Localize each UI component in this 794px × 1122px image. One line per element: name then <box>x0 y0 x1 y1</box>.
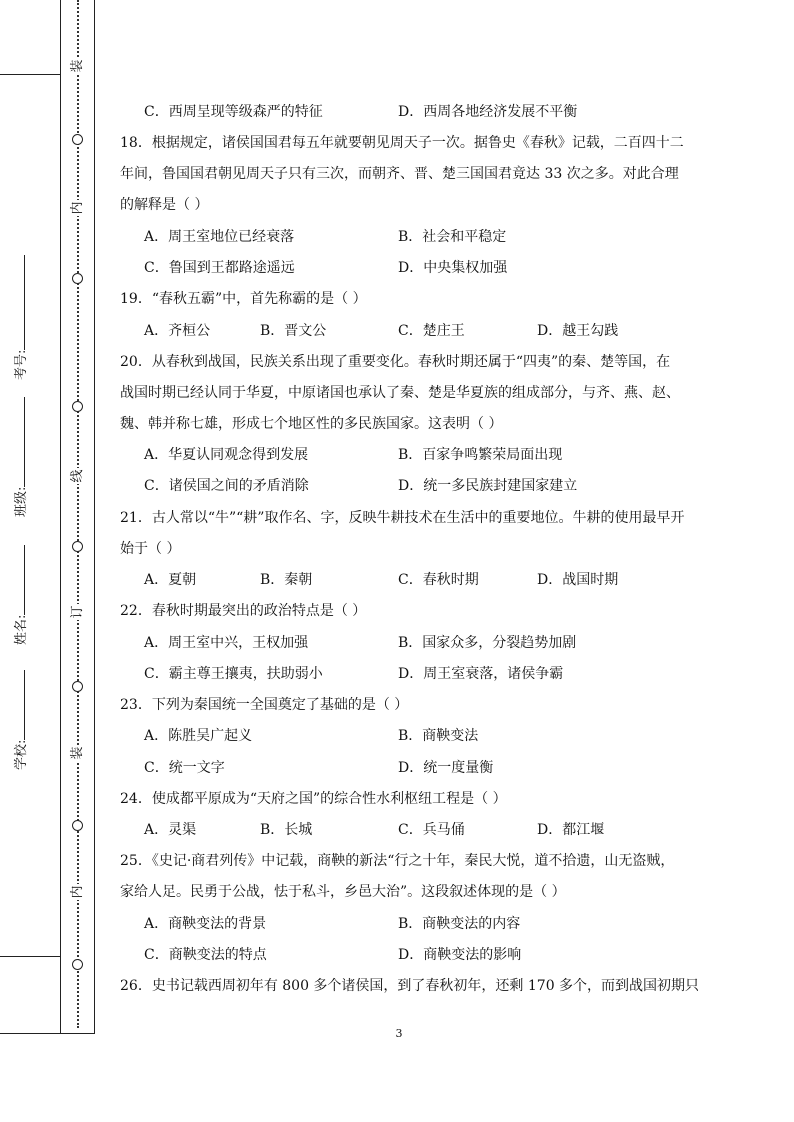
q25-stem-line1: 25．《史记·商君列传》中记载，商鞅的新法“行之十年，秦民大悦，道不拾遗，山无盗贼， <box>120 853 675 869</box>
q18-option-c: C．鲁国到王都路途遥远 <box>144 260 295 276</box>
q23-option-d: D．统一度量衡 <box>398 760 494 776</box>
q21-stem-line2: 始于（ ） <box>120 541 181 557</box>
binding-char-zhuang: 装 <box>70 59 85 73</box>
q25-option-d: D．商鞅变法的影响 <box>398 947 522 963</box>
binding-char-zhuang: 装 <box>70 746 85 760</box>
q21-option-c: C．春秋时期 <box>398 572 479 588</box>
binding-hole-icon <box>72 134 83 145</box>
exam-number-label: 考号: <box>14 349 29 380</box>
q20-option-b: B．百家争鸣繁荣局面出现 <box>398 447 563 463</box>
name-field[interactable] <box>10 545 29 645</box>
q24-option-c: C．兵马俑 <box>398 822 465 838</box>
q18-stem-line1: 18．根据规定，诸侯国国君每五年就要朝见周天子一次。据鲁史《春秋》记载，二百四十二 <box>120 135 684 151</box>
q22-option-b: B．国家众多，分裂趋势加剧 <box>398 635 577 651</box>
q20-stem-line2: 战国时期已经认同于华夏，中原诸国也承认了秦、楚是华夏族的组成部分，与齐、燕、赵、 <box>120 385 680 401</box>
cut-line-dotted <box>77 0 79 1028</box>
q24-option-a: A．灵渠 <box>144 822 197 838</box>
q20-option-a: A．华夏认同观念得到发展 <box>144 447 309 463</box>
binding-margin <box>0 0 95 1034</box>
binding-char-nei: 内 <box>70 201 85 215</box>
binding-char-nei: 内 <box>70 885 85 899</box>
q18-stem-line3: 的解释是（ ） <box>120 197 209 213</box>
q24-option-d: D．都江堰 <box>537 822 605 838</box>
exam-number-blank[interactable] <box>12 255 25 350</box>
q22-option-a: A．周王室中兴，王权加强 <box>144 635 309 651</box>
binding-divider-top <box>0 74 60 75</box>
q17-option-d: D．西周各地经济发展不平衡 <box>398 104 578 120</box>
q25-option-a: A．商鞅变法的背景 <box>144 916 267 932</box>
q21-stem-line1: 21．古人常以“牛”“耕”取作名、字，反映牛耕技术在生活中的重要地位。牛耕的使用最早开 <box>120 510 685 526</box>
q19-option-c: C．楚庄王 <box>398 323 465 339</box>
school-field[interactable] <box>10 670 29 770</box>
page-number: 3 <box>395 1027 403 1040</box>
q21-option-a: A．夏朝 <box>144 572 197 588</box>
binding-hole-icon <box>72 273 83 284</box>
q25-stem-line2: 家给人足。民勇于公战，怯于私斗，乡邑大治”。这段叙述体现的是（ ） <box>120 884 566 900</box>
q19-stem: 19．“春秋五霸”中，首先称霸的是（ ） <box>120 291 367 307</box>
binding-hole-icon <box>72 959 83 970</box>
q20-option-c: C．诸侯国之间的矛盾消除 <box>144 478 309 494</box>
q22-stem: 22．春秋时期最突出的政治特点是（ ） <box>120 603 367 619</box>
q23-option-c: C．统一文字 <box>144 760 225 776</box>
q23-option-a: A．陈胜吴广起义 <box>144 728 253 744</box>
q21-option-d: D．战国时期 <box>537 572 619 588</box>
binding-hole-icon <box>72 541 83 552</box>
class-blank[interactable] <box>12 397 25 487</box>
q20-option-d: D．统一多民族封建国家建立 <box>398 478 578 494</box>
q24-stem: 24．使成都平原成为“天府之国”的综合性水利枢纽工程是（ ） <box>120 791 507 807</box>
binding-rule <box>60 0 61 1033</box>
q26-stem-line1: 26．史书记载西周初年有 800 多个诸侯国，到了春秋初年，还剩 170 多个，而到战国初期只 <box>120 978 700 994</box>
q19-option-a: A．齐桓公 <box>144 323 211 339</box>
q17-option-c: C．西周呈现等级森严的特征 <box>144 104 323 120</box>
q25-option-b: B．商鞅变法的内容 <box>398 916 521 932</box>
q22-option-d: D．周王室衰落，诸侯争霸 <box>398 666 564 682</box>
q19-option-d: D．越王勾践 <box>537 323 619 339</box>
name-blank[interactable] <box>12 545 25 615</box>
binding-hole-icon <box>72 401 83 412</box>
binding-char-xian: 线 <box>70 469 85 483</box>
q23-stem: 23．下列为秦国统一全国奠定了基础的是（ ） <box>120 697 409 713</box>
class-field[interactable] <box>10 397 29 517</box>
class-label: 班级: <box>14 486 29 517</box>
binding-char-ding: 订 <box>70 605 85 619</box>
exam-number-field[interactable] <box>10 255 29 380</box>
binding-hole-icon <box>72 681 83 692</box>
q24-option-b: B．长城 <box>260 822 313 838</box>
school-blank[interactable] <box>12 670 25 740</box>
q21-option-b: B．秦朝 <box>260 572 313 588</box>
q18-option-d: D．中央集权加强 <box>398 260 508 276</box>
binding-divider-bottom <box>0 956 60 957</box>
school-label: 学校: <box>14 739 29 770</box>
q18-option-a: A．周王室地位已经衰落 <box>144 229 295 245</box>
q20-stem-line3: 魏、韩并称七雄，形成七个地区性的多民族国家。这表明（ ） <box>120 416 503 432</box>
q22-option-c: C．霸主尊王攘夷，扶助弱小 <box>144 666 323 682</box>
name-label: 姓名: <box>14 614 29 645</box>
q23-option-b: B．商鞅变法 <box>398 728 479 744</box>
q20-stem-line1: 20．从春秋到战国，民族关系出现了重要变化。春秋时期还属于“四夷”的秦、楚等国，在 <box>120 354 671 370</box>
q18-stem-line2: 年间，鲁国国君朝见周天子只有三次，而朝齐、晋、楚三国国君竟达 33 次之多。对此合理 <box>120 166 679 182</box>
q25-option-c: C．商鞅变法的特点 <box>144 947 267 963</box>
q18-option-b: B．社会和平稳定 <box>398 229 507 245</box>
binding-hole-icon <box>72 820 83 831</box>
q19-option-b: B．晋文公 <box>260 323 327 339</box>
